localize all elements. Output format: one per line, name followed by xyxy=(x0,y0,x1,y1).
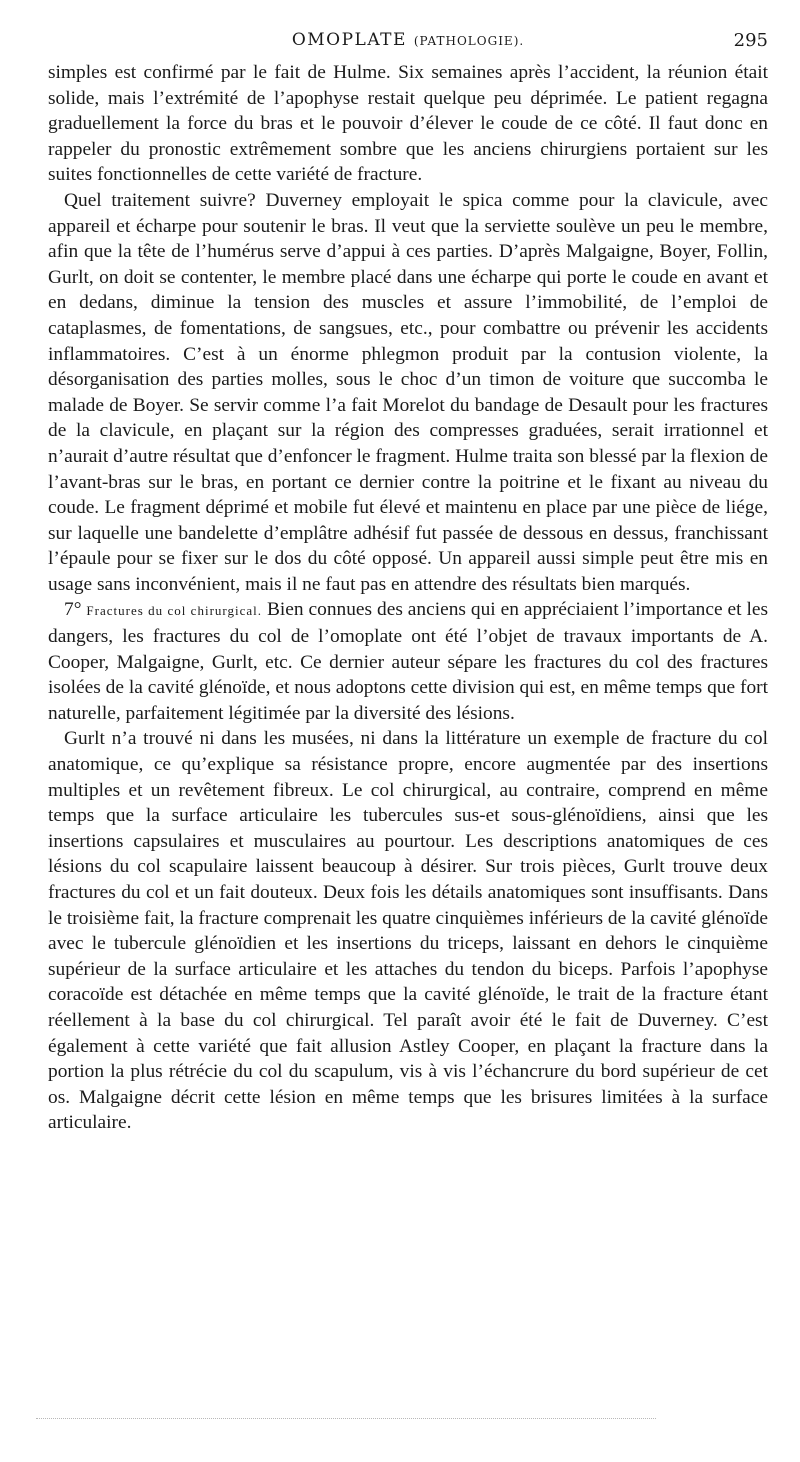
paragraph-gurlt: Gurlt n’a trouvé ni dans les musées, ni dans la littérature un exemple de fracture du col anatomique, ce qu’explique sa résistance propre, encore augmentée par des insertions multiples et un revêtement fibreux. Le col chirurgical, au contraire, comprend en même temps que la surface articulaire les tubercules sus-et sous-glénoïdiens, ainsi que les insertions capsulaires et musculaires au pourtour. Les descriptions anatomiques de ces lésions du col scapulaire laissent beaucoup à désirer. Sur trois pièces, Gurlt trouve deux fractures du col et un fait douteux. Deux fois les détails anatomiques sont insuffisants. Dans le troisième fait, la fracture comprenait les quatre cinquièmes inférieurs de la cavité glénoïde avec le tubercule glénoïdien et les insertions du triceps, laissant en dehors le cinquième supérieur de la surface articulaire et les attaches du tendon du biceps. Parfois l’apophyse coracoïde est détachée en même temps que la cavité glénoïde, le trait de la fracture étant réellement à la base du col chirurgical. Tel paraît avoir été le fait de Duverney. C’est également à cette variété que fait allusion Astley Cooper, en plaçant la fracture dans la portion la plus rétrécie du col du scapulum, vis à vis l’échancrure du bord supérieur de cet os. Malgaigne décrit cette lésion en même temps que les brisures limitées à la surface articulaire. xyxy=(48,728,768,1134)
running-title xyxy=(48,30,768,50)
section-heading: Fractures du col chirurgical. xyxy=(86,603,263,619)
running-title-subtitle: (PATHOLOGIE). xyxy=(413,34,525,48)
paragraph-continued: simples est confirmé par le fait de Hulme. Six semaines après l’accident, la réunion était solide, mais l’extrémité de l’apophyse restait quelque peu déprimée. Le patient regagna graduellement la force du bras et le pouvoir d’élever le coude de ce côté. Il faut donc en rappeler du pronostic extrêmement sombre que les anciens chirurgiens portaient sur les suites fonctionnelles de cette variété de fracture. xyxy=(48,62,768,186)
paragraph-section-7 xyxy=(48,597,768,726)
page-number: 295 xyxy=(733,30,768,51)
running-head xyxy=(48,30,768,58)
running-title-main: OMOPLATE xyxy=(291,30,407,50)
body-text xyxy=(48,60,768,1136)
section-text: Bien connues des anciens qui en appréciaient l’importance et les dangers, les fractures du col de l’omoplate ont été l’objet de travaux importants de A. Cooper, Malgaigne, Gurlt, etc. Ce dernier auteur sépare les fractures du col des fractures isolées de la cavité glénoïde, et nous adoptons cette division qui est, en même temps que fort naturelle, parfaitement légitimée par la diversité des lésions. xyxy=(48,599,769,724)
section-number: 7° xyxy=(64,599,82,621)
paragraph-treatment: Quel traitement suivre? Duverney employait le spica comme pour la clavicule, avec appareil et écharpe pour soutenir le bras. Il veut que la serviette soulève un peu le membre, afin que la tête de l’humérus serve d’appui à ces parties. D’après Malgaigne, Boyer, Follin, Gurlt, on doit se contenter, le membre placé dans une écharpe qui porte le coude en avant et en dedans, diminue la tension des muscles et assure l’immobilité, de l’emploi de cataplasmes, de fomentations, de sangsues, etc., pour combattre ou prévenir les accidents inflammatoires. C’est à un énorme phlegmon produit par la contusion violente, la désorganisation des parties molles, sous le choc d’un timon de voiture que succomba le malade de Boyer. Se servir comme l’a fait Morelot du bandage de Desault pour les fractures de la clavicule, en plaçant sur la région des compresses graduées, serait irrationnel et n’aurait d’autre résultat que d’enfoncer le fragment. Hulme traita son blessé par la flexion de l’avant-bras sur le bras, en portant ce dernier contre la poitrine et le fixant au niveau du coude. Le fragment déprimé et mobile fut élevé et maintenu en place par une pièce de liége, sur laquelle une bandelette d’emplâtre adhésif fut passée de dessous en dessus, franchissant l’épaule pour se fixer sur le dos du côté opposé. Un appareil aussi simple peut être mis en usage sans inconvénient, mais il ne faut pas en attendre des résultats bien marqués. xyxy=(48,189,768,595)
bottom-rule xyxy=(36,1418,656,1419)
